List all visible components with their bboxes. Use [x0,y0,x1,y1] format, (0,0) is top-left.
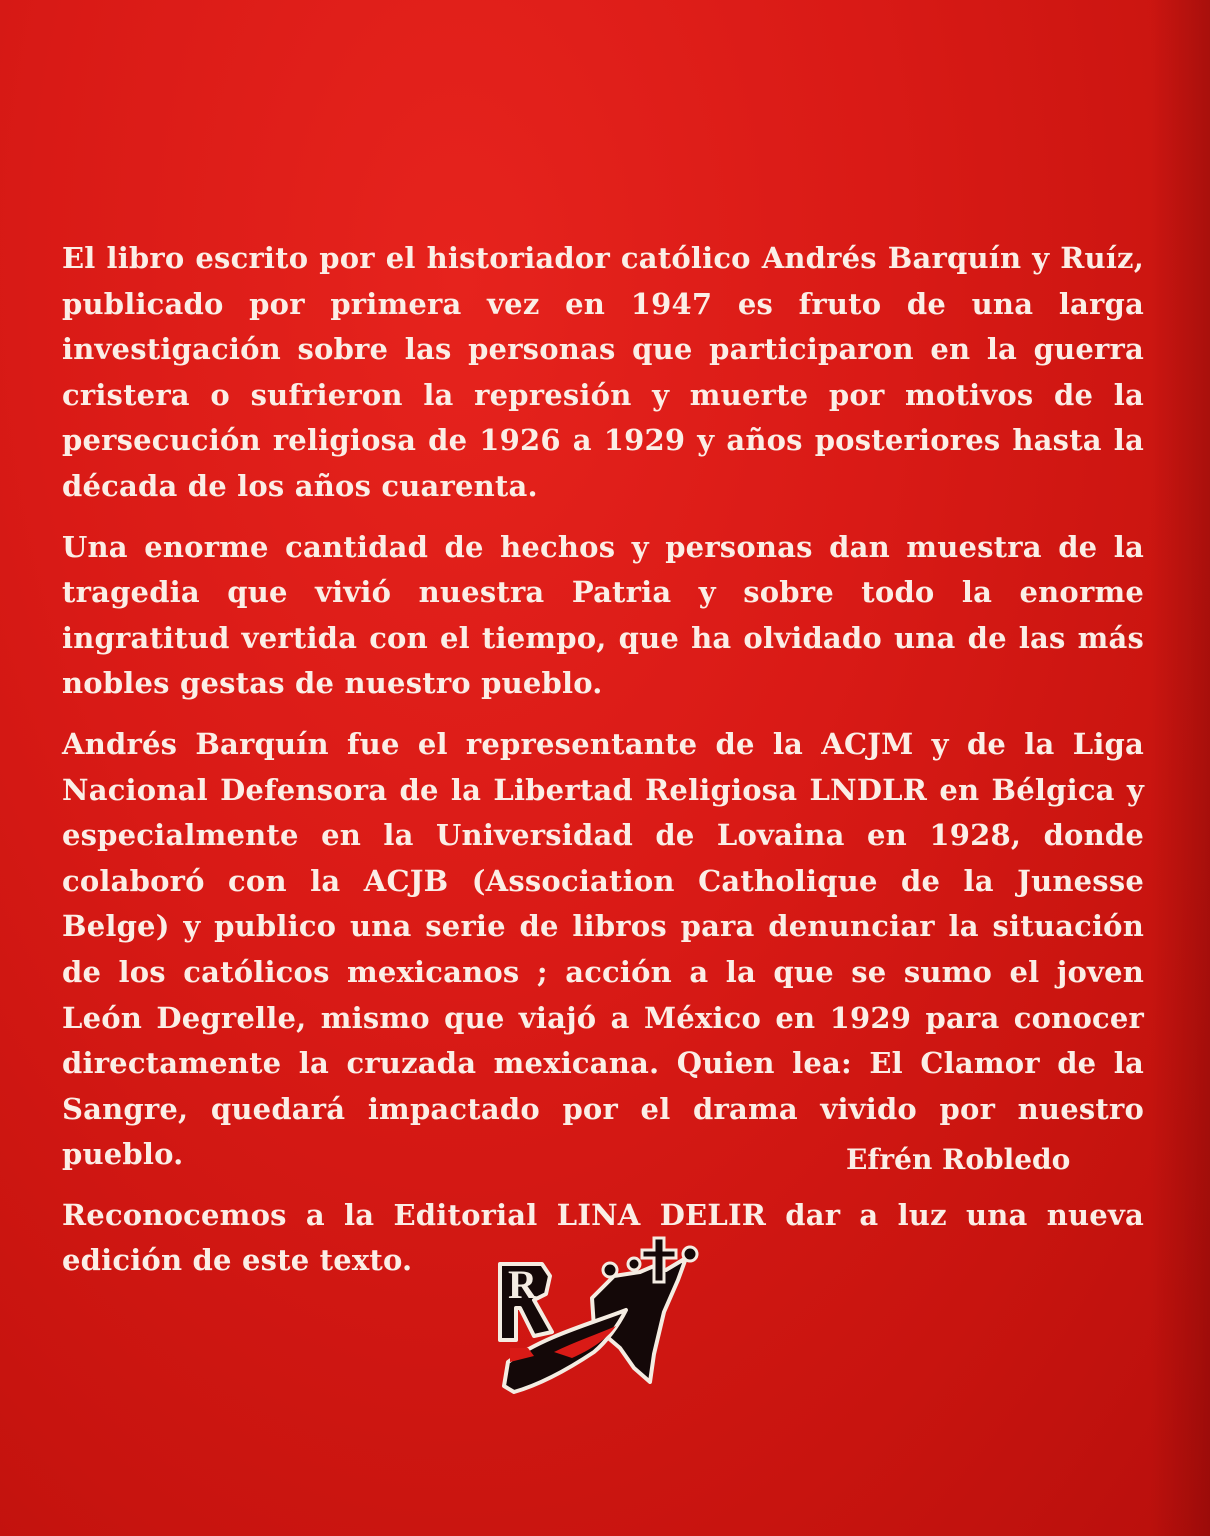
paragraph-biography: Andrés Barquín fue el representante de la ACJM y de la Liga Nacional Defensora de la Libertad Religiosa LNDLR en Bélgica y especialmente en la Universidad de Lovaina en 1928, donde colaboró con la ACJB (Association Catholique de la Junesse Belge) y publico una serie de libros para denunciar la situación de los católicos mexicanos ; acción a la que se sumo el joven León Degrelle, mismo que viajó a México en 1929 para conocer directamente la cruzada mexicana. Quien lea: El Clamor de la Sangre, quedará impactado por el drama vivido por nuestro pueblo. [62,726,1144,1172]
paragraph-acknowledgement: Reconocemos a la Editorial LINA DELIR dar a luz una nueva edición de este texto. [62,1197,1144,1278]
page-edge-shadow [1150,0,1210,1536]
author-signature: Efrén Robledo [846,1143,1071,1176]
publisher-crown-cross-logo-icon [494,1236,700,1398]
paragraph-tragedy: Una enorme cantidad de hechos y personas dan muestra de la tragedia que vivió nuestra Patria y sobre todo la enorme ingratitud vertida con el tiempo, que ha olvidado una de las más nobles gestas de nuestro pueblo. [62,529,1144,701]
paragraph-intro: El libro escrito por el historiador católico Andrés Barquín y Ruíz, publicado por primera vez en 1947 es fruto de una larga investigación sobre las personas que participaron en la guerra cristera o sufrieron la represión y muerte por motivos de la persecución religiosa de 1926 a 1929 y años posteriores hasta la década de los años cuarenta. [62,241,1144,503]
logo-letter: R [508,1262,537,1307]
